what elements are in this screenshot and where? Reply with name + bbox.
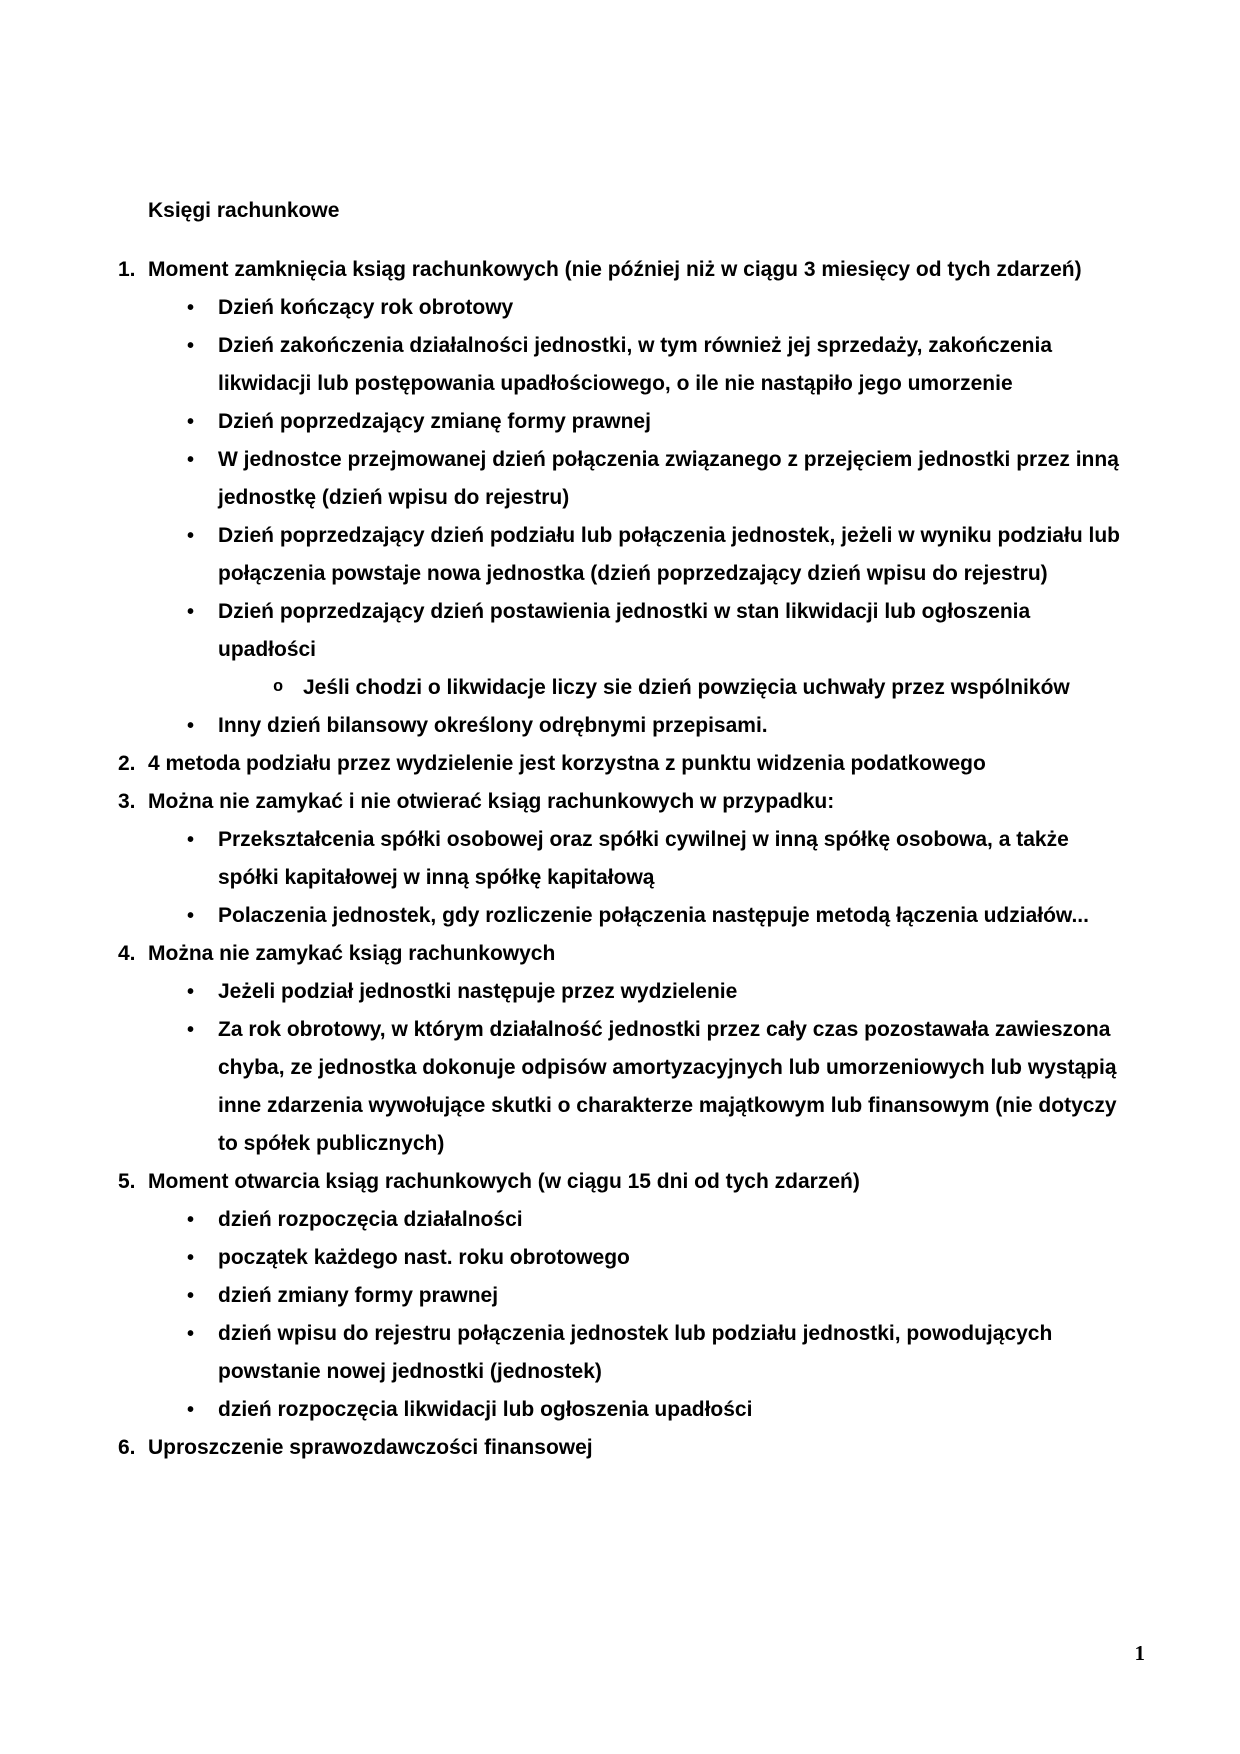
bullet-item: [187, 593, 1125, 669]
bullet-item: [187, 441, 1125, 517]
item-body: [148, 1429, 1125, 1467]
bullet-item: [187, 821, 1125, 897]
bullet-text: Polaczenia jednostek, gdy rozliczenie połączenia następuje metodą łączenia udziałów...: [218, 904, 1089, 927]
numbered-item: [118, 1163, 1125, 1429]
item-number: 5.: [118, 1170, 136, 1193]
bullet-text: Za rok obrotowy, w którym działalność jednostki przez cały czas pozostawała zawieszona chyba, ze jednostka dokonuje odpisów amortyzacyjnych lub umorzeniowych lub wystąpią inne zdarzenia wywołujące skutki o charakterze majątkowym lub finansowym (nie dotyczy to spółek publicznych): [218, 1018, 1117, 1155]
sub-bullet-text: Jeśli chodzi o likwidacje liczy sie dzień powzięcia uchwały przez wspólników: [303, 676, 1070, 699]
bullet-text: Jeżeli podział jednostki następuje przez wydzielenie: [218, 980, 738, 1003]
circle-bullet-icon: o: [273, 678, 284, 697]
bullet-item: [187, 517, 1125, 593]
bullet-text: Dzień kończący rok obrotowy: [218, 296, 514, 319]
bullet-dot-icon: •: [187, 1285, 195, 1307]
bullet-item: [187, 1201, 1125, 1239]
bullet-text: Dzień zakończenia działalności jednostki, w tym również jej sprzedaży, zakończenia likwidacji lub postępowania upadłościowego, o ile nie nastąpiło jego umorzenie: [218, 334, 1053, 395]
numbered-item: [118, 935, 1125, 1163]
item-number: 2.: [118, 752, 136, 775]
item-text: Moment otwarcia ksiąg rachunkowych (w ciągu 15 dni od tych zdarzeń): [148, 1170, 860, 1193]
item-body: [148, 745, 1125, 783]
bullet-dot-icon: •: [187, 525, 195, 547]
item-body: [148, 1163, 1125, 1429]
numbered-item: [118, 1429, 1125, 1467]
bullet-text: Inny dzień bilansowy określony odrębnymi przepisami.: [218, 714, 768, 737]
bullet-item: [187, 289, 1125, 327]
bullet-text: dzień wpisu do rejestru połączenia jednostek lub podziału jednostki, powodujących powstanie nowej jednostki (jednostek): [218, 1322, 1053, 1383]
bullet-item: [187, 707, 1125, 745]
bullet-text: Dzień poprzedzający dzień podziału lub połączenia jednostek, jeżeli w wyniku podziału lub połączenia powstaje nowa jednostka (dzień poprzedzający dzień wpisu do rejestru): [218, 524, 1120, 585]
bullet-dot-icon: •: [187, 1019, 195, 1041]
item-number: 6.: [118, 1436, 136, 1459]
item-text: Uproszczenie sprawozdawczości finansowej: [148, 1436, 593, 1459]
bullet-item: [187, 1011, 1125, 1163]
bullet-item: [187, 973, 1125, 1011]
bullet-item: [187, 1315, 1125, 1391]
bullet-text: początek każdego nast. roku obrotowego: [218, 1246, 630, 1269]
bullet-text: Dzień poprzedzający zmianę formy prawnej: [218, 410, 651, 433]
bullet-text: Przekształcenia spółki osobowej oraz spółki cywilnej w inną spółkę osobowa, a także spółki kapitałowej w inną spółkę kapitałową: [218, 828, 1069, 889]
item-text: Można nie zamykać i nie otwierać ksiąg rachunkowych w przypadku:: [148, 790, 835, 813]
page-number: 1: [1134, 1641, 1145, 1665]
item-body: [148, 251, 1125, 745]
bullet-dot-icon: •: [187, 981, 195, 1003]
bullet-dot-icon: •: [187, 715, 195, 737]
numbered-item: [118, 783, 1125, 935]
item-number: 1.: [118, 258, 136, 281]
document-title: Księgi rachunkowe: [148, 199, 340, 222]
bullet-dot-icon: •: [187, 335, 195, 357]
bullet-text: Dzień poprzedzający dzień postawienia jednostki w stan likwidacji lub ogłoszenia upadłości: [218, 600, 1031, 661]
bullet-text: dzień rozpoczęcia działalności: [218, 1208, 523, 1231]
bullet-dot-icon: •: [187, 1209, 195, 1231]
bullet-dot-icon: •: [187, 905, 195, 927]
item-text: Moment zamknięcia ksiąg rachunkowych (nie później niż w ciągu 3 miesięcy od tych zdarzeń): [148, 258, 1082, 281]
item-text: Można nie zamykać ksiąg rachunkowych: [148, 942, 556, 965]
item-text: 4 metoda podziału przez wydzielenie jest korzystna z punktu widzenia podatkowego: [148, 752, 986, 775]
bullet-dot-icon: •: [187, 1247, 195, 1269]
item-number: 4.: [118, 942, 136, 965]
item-number: 3.: [118, 790, 136, 813]
numbered-item: [118, 251, 1125, 745]
numbered-item: [118, 745, 1125, 783]
bullet-dot-icon: •: [187, 1399, 195, 1421]
sub-bullet-item: [273, 669, 1125, 707]
bullet-item: [187, 1277, 1125, 1315]
bullet-dot-icon: •: [187, 601, 195, 623]
bullet-dot-icon: •: [187, 297, 195, 319]
bullet-item: [187, 403, 1125, 441]
bullet-text: dzień zmiany formy prawnej: [218, 1284, 499, 1307]
item-body: [148, 935, 1125, 1163]
bullet-text: W jednostce przejmowanej dzień połączenia związanego z przejęciem jednostki przez inną jednostkę (dzień wpisu do rejestru): [218, 448, 1119, 509]
bullet-dot-icon: •: [187, 1323, 195, 1345]
bullet-dot-icon: •: [187, 411, 195, 433]
bullet-item: [187, 897, 1125, 935]
bullet-dot-icon: •: [187, 829, 195, 851]
bullet-item: [187, 1239, 1125, 1277]
item-body: [148, 783, 1125, 935]
bullet-item: [187, 1391, 1125, 1429]
bullet-text: dzień rozpoczęcia likwidacji lub ogłoszenia upadłości: [218, 1398, 753, 1421]
bullet-item: [187, 327, 1125, 403]
bullet-dot-icon: •: [187, 449, 195, 471]
